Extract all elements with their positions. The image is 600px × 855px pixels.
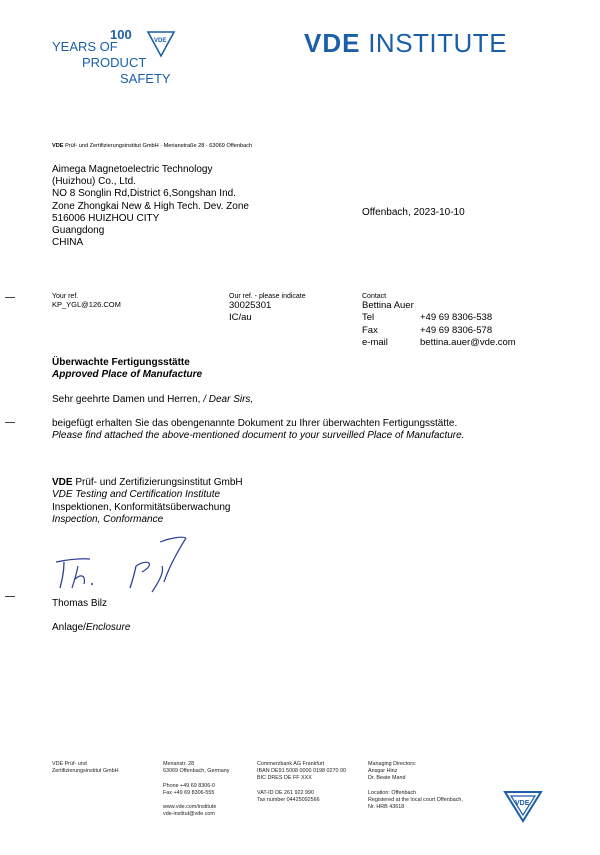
signature-graphic xyxy=(52,536,192,596)
footer-line: www.vde.com/institute xyxy=(163,804,217,811)
footer-line: Location: Offenbach xyxy=(368,789,417,796)
body-text xyxy=(52,418,464,443)
fold-mark xyxy=(5,596,15,597)
letter-date: Offenbach, 2023-10-10 xyxy=(362,207,465,218)
footer-line: Registered at the local court Offenbach, xyxy=(368,797,463,804)
footer-line: BIC DRES DE FF XXX xyxy=(257,775,312,782)
enclosure-en: Enclosure xyxy=(85,622,131,633)
footer-line: Merianstr. 28 xyxy=(163,761,195,767)
footer-line: VAT-ID DE 261 922 990 xyxy=(257,789,315,796)
anniversary-logo-graphic xyxy=(52,26,182,88)
vde-triangle-icon xyxy=(148,32,174,56)
footer-line: Fax +49 69 8306-555 xyxy=(163,789,215,796)
our-ref-initials: IC/au xyxy=(229,312,252,324)
vde-mark-icon xyxy=(502,788,544,824)
footer-line: 63069 Offenbach, Germany xyxy=(163,768,230,775)
subject-en: Approved Place of Manufacture xyxy=(52,369,203,381)
footer-line: Dr. Beate Mand xyxy=(368,775,406,782)
vde-mark xyxy=(502,788,544,824)
enclosure-de: Anlage/ xyxy=(52,622,86,633)
salutation-en: / Dear Sirs, xyxy=(203,394,254,405)
anniversary-logo xyxy=(52,26,182,88)
contact-block xyxy=(362,293,516,350)
salutation-de: Sehr geehrte Damen und Herren, xyxy=(52,394,204,405)
brand-rest: INSTITUTE xyxy=(368,28,508,58)
contact-value: +49 69 8306-578 xyxy=(420,324,493,336)
footer-line: vde-institut@vde.com xyxy=(163,811,215,818)
signature xyxy=(52,536,192,596)
contact-key: Tel xyxy=(362,312,375,324)
footer-address xyxy=(163,761,229,819)
signer-name: Thomas Bilz xyxy=(52,598,108,609)
org-de-line xyxy=(52,477,243,489)
your-ref xyxy=(52,293,121,309)
address-line: Guangdong xyxy=(52,225,105,237)
sender-line xyxy=(52,143,252,149)
footer-line xyxy=(163,797,229,804)
address-line: Zone Zhongkai New & High Tech. Dev. Zone xyxy=(52,200,249,212)
footer-line: Zertifizierungsinstitut GmbH xyxy=(52,768,119,775)
footer-line: Commerzbank AG Frankfurt xyxy=(257,761,325,767)
our-ref-label: Our ref. - please indicate xyxy=(229,293,306,300)
contact-email xyxy=(362,337,516,349)
footer-management xyxy=(368,761,463,811)
footer-line: Ansgar Hinz xyxy=(368,768,398,775)
footer-line: Managing Directors: xyxy=(368,761,417,767)
recipient-address xyxy=(52,164,249,249)
footer-line: Nr. HRB 43618 xyxy=(368,804,405,811)
vde-mark-text: VDE xyxy=(515,800,530,807)
footer-line: VDE Prüf- und xyxy=(52,761,87,767)
address-line: Aimega Magnetoelectric Technology xyxy=(52,164,213,175)
org-de: Prüf- und Zertifizierungsinstitut GmbH xyxy=(72,477,243,488)
our-ref-number: 30025301 xyxy=(229,300,272,311)
subject-de: Überwachte Fertigungsstätte xyxy=(52,357,190,368)
footer-line xyxy=(368,783,463,790)
contact-value: bettina.auer@vde.com xyxy=(420,337,516,349)
contact-name: Bettina Auer xyxy=(362,300,414,311)
footer-line: Tax number 04425092566 xyxy=(257,797,320,804)
salutation xyxy=(52,394,253,406)
footer-bank xyxy=(257,761,346,804)
logo-number: 100 xyxy=(110,27,132,42)
logo-line2: PRODUCT xyxy=(82,55,147,70)
org-en: VDE Testing and Certification Institute xyxy=(52,489,221,501)
logo-line3: SAFETY xyxy=(120,71,171,86)
body-de: beigefügt erhalten Sie das obengenannte Dokument zu Ihrer überwachten Fertigungsstätte. xyxy=(52,418,458,429)
dept-en: Inspection, Conformance xyxy=(52,514,164,526)
brand-header xyxy=(304,28,507,59)
subject xyxy=(52,357,202,382)
footer-line: Phone +49 69 8306-0 xyxy=(163,782,216,789)
contact-fax xyxy=(362,325,516,337)
logo-line1: YEARS OF xyxy=(52,39,118,54)
logo-badge-text: VDE xyxy=(154,38,167,44)
fold-mark xyxy=(5,297,15,298)
footer-line xyxy=(257,783,346,790)
enclosure xyxy=(52,622,130,634)
contact-tel xyxy=(362,312,516,324)
closing-org xyxy=(52,477,243,527)
address-line: (Huizhou) Co., Ltd. xyxy=(52,176,136,188)
sender-bold: VDE xyxy=(52,143,64,149)
our-ref xyxy=(229,293,306,325)
address-line: NO 8 Songlin Rd,District 6,Songshan Ind. xyxy=(52,188,236,200)
footer-line xyxy=(163,775,229,782)
brand-bold: VDE xyxy=(304,28,361,58)
address-line: 516006 HUIZHOU CITY xyxy=(52,212,160,224)
footer-line: IBAN DE91 5008 0000 0198 0270 00 xyxy=(257,768,347,775)
sender-text: Prüf- und Zertifizierungsinstitut GmbH · Merianstraße 28 · 63069 Offenbach xyxy=(63,143,253,149)
your-ref-label: Your ref. xyxy=(52,293,79,300)
contact-key: Fax xyxy=(362,324,378,336)
fold-mark xyxy=(5,422,15,423)
your-ref-value: KP_YGL@126.COM xyxy=(52,300,121,309)
contact-key: e-mail xyxy=(362,337,388,349)
footer-company xyxy=(52,761,119,775)
contact-value: +49 69 8306-538 xyxy=(420,312,493,324)
contact-label: Contact xyxy=(362,293,387,300)
org-bold: VDE xyxy=(52,477,73,488)
body-en: Please find attached the above-mentioned document to your surveilled Place of Manufacture. xyxy=(52,430,465,442)
dept-de: Inspektionen, Konformitätsüberwachung xyxy=(52,501,231,513)
address-line: CHINA xyxy=(52,237,84,249)
